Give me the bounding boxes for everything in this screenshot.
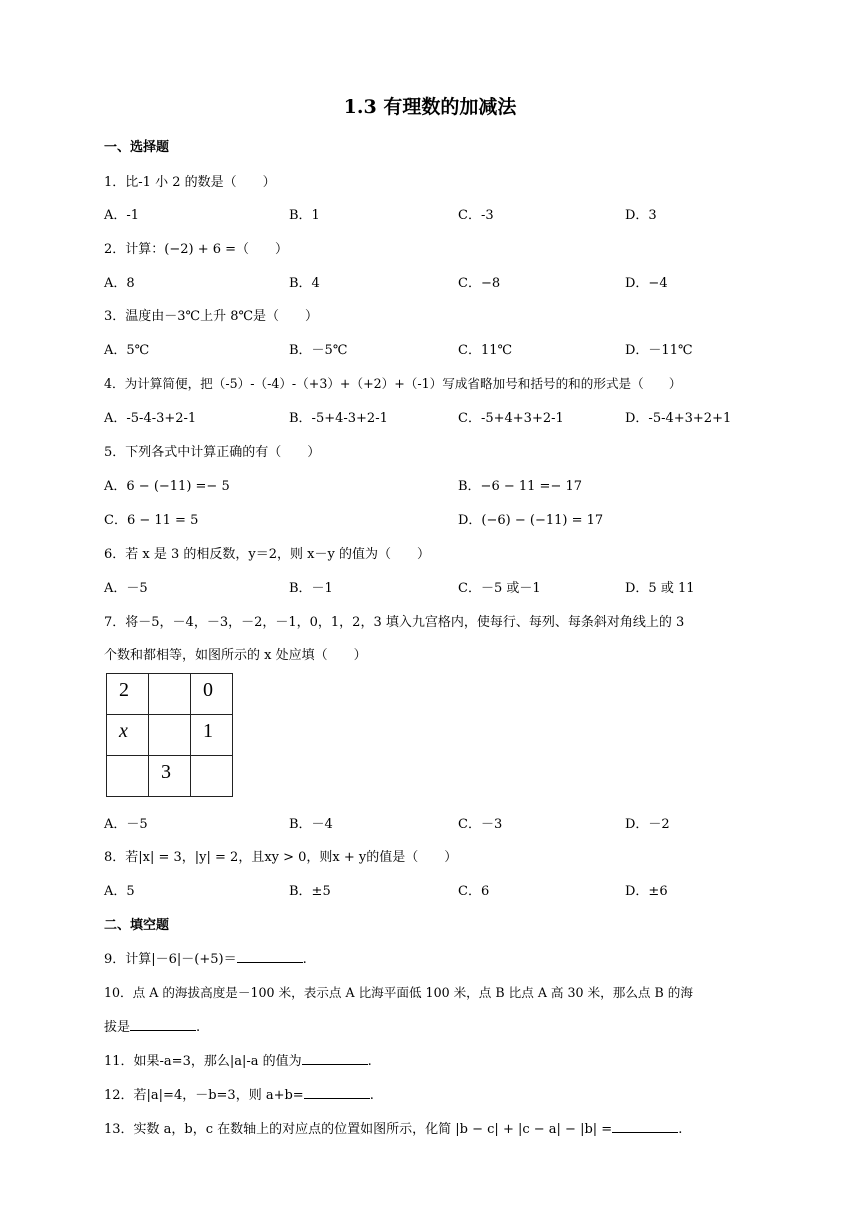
option-c: C．－5 或－1 — [458, 581, 541, 596]
option-a: A．－5 — [104, 581, 148, 596]
question-10-line-2: 拔是 . — [104, 1016, 200, 1035]
answer-blank — [130, 1017, 196, 1031]
question-10-line-1: 10．点 A 的海拔高度是－100 米，表示点 A 比海平面低 100 米，点 B 比点 A 高 30 米，那么点 B 的海 — [104, 985, 693, 1000]
question-5-options-row1 — [104, 475, 764, 493]
question-6: 6．若 x 是 3 的相反数，y＝2，则 x－y 的值为（ ） — [104, 547, 430, 562]
option-b: B．±5 — [289, 884, 331, 899]
option-a: A．－5 — [104, 817, 148, 832]
option-a: A．5 — [104, 884, 135, 899]
option-d: D．3 — [625, 208, 657, 223]
grid-cell: 2 — [107, 674, 149, 715]
page-title: 1.3 有理数的加减法 — [343, 96, 517, 118]
grid-cell — [191, 756, 233, 797]
grid-cell: 3 — [149, 756, 191, 797]
section-heading-choice: 一、选择题 — [104, 140, 170, 155]
question-2: 2．计算：(−2) + 6 =（ ） — [104, 242, 289, 257]
option-b: B．－4 — [289, 817, 333, 832]
question-11: 11．如果-a=3，那么|a|-a 的值为 . — [104, 1050, 372, 1069]
question-7-line-2: 个数和都相等，如图所示的 x 处应填（ ） — [104, 648, 367, 663]
answer-blank — [304, 1085, 370, 1099]
option-d: D．−4 — [625, 276, 668, 291]
question-3: 3．温度由－3℃上升 8℃是（ ） — [104, 309, 319, 324]
answer-blank — [302, 1051, 368, 1065]
option-c: C．-5+4+3+2-1 — [458, 411, 564, 426]
option-a: A．6 − (−11) =− 5 — [104, 479, 230, 494]
option-d: D．(−6) − (−11) = 17 — [458, 513, 604, 528]
grid-cell — [149, 715, 191, 756]
grid-cell — [107, 756, 149, 797]
question-9: 9．计算|－6|－(+5)＝ . — [104, 948, 307, 967]
question-2-options — [104, 272, 764, 290]
answer-blank — [237, 949, 303, 963]
question-3-options — [104, 339, 764, 357]
option-a: A．5℃ — [104, 343, 150, 358]
option-d: D．－11℃ — [625, 343, 693, 358]
option-c: C．−8 — [458, 276, 501, 291]
question-8: 8．若|x| = 3，|y| = 2，且xy > 0，则x + y的值是（ ） — [104, 850, 458, 865]
grid-cell: 0 — [191, 674, 233, 715]
option-c: C．6 − 11 = 5 — [104, 513, 199, 528]
option-b: B．－1 — [289, 581, 333, 596]
question-1-options — [104, 204, 764, 222]
question-4: 4．为计算简便，把（-5）-（-4）-（+3）+（+2）+（-1）写成省略加号和括号的和的形式是（ ） — [104, 376, 682, 391]
option-d: D．-5-4+3+2+1 — [625, 411, 732, 426]
question-12: 12．若|a|=4，－b=3，则 a+b= . — [104, 1084, 374, 1103]
option-a: A．8 — [104, 276, 135, 291]
question-5-options-row2 — [104, 509, 764, 527]
option-a: A．-5-4-3+2-1 — [104, 411, 197, 426]
option-d: D．－2 — [625, 817, 670, 832]
question-7-options — [104, 813, 764, 831]
grid-cell — [149, 674, 191, 715]
option-d: D．5 或 11 — [625, 581, 695, 596]
option-b: B．－5℃ — [289, 343, 348, 358]
option-c: C．－3 — [458, 817, 503, 832]
option-b: B．1 — [289, 208, 320, 223]
grid-cell-x: x — [107, 715, 149, 756]
answer-blank — [612, 1119, 678, 1133]
grid-cell: 1 — [191, 715, 233, 756]
question-7-line-1: 7．将－5，－4，－3，－2，－1，0，1，2，3 填入九宫格内，使每行、每列、每条斜对角线上的 3 — [104, 615, 685, 630]
question-6-options — [104, 577, 764, 595]
option-d: D．±6 — [625, 884, 668, 899]
option-c: C．6 — [458, 884, 490, 899]
option-c: C．11℃ — [458, 343, 513, 358]
option-b: B．4 — [289, 276, 320, 291]
question-13: 13．实数 a，b，c 在数轴上的对应点的位置如图所示，化简 |b − c| + |c − a| − |b| = . — [104, 1118, 682, 1137]
question-8-options — [104, 880, 764, 898]
option-c: C．-3 — [458, 208, 494, 223]
question-5: 5．下列各式中计算正确的有（ ） — [104, 445, 321, 460]
question-1: 1．比-1 小 2 的数是（ ） — [104, 175, 276, 190]
section-heading-fill: 二、填空题 — [104, 918, 170, 933]
option-b: B．-5+4-3+2-1 — [289, 411, 388, 426]
option-a: A．-1 — [104, 208, 140, 223]
magic-square-grid — [106, 673, 233, 797]
option-b: B．−6 − 11 =− 17 — [458, 479, 583, 494]
question-4-options — [104, 407, 764, 425]
